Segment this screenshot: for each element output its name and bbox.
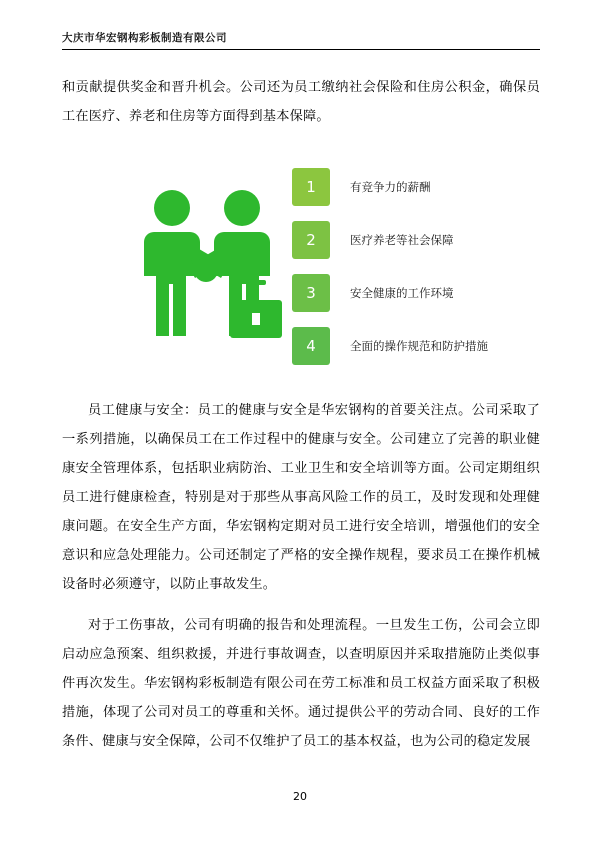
header-divider xyxy=(62,49,540,50)
page-footer xyxy=(0,790,600,803)
paragraph-spacer xyxy=(62,599,540,611)
benefits-infographic xyxy=(62,160,540,375)
item-label-3: 安全健康的工作环境 xyxy=(350,286,454,300)
list-item xyxy=(292,327,542,366)
handshake-illustration-icon xyxy=(130,180,310,355)
page-header xyxy=(62,30,540,50)
benefits-list xyxy=(292,168,542,380)
item-number-badge-4: 4 xyxy=(292,327,330,365)
item-number-badge-2: 2 xyxy=(292,221,330,259)
paragraph-top: 和贡献提供奖金和晋升机会。公司还为员工缴纳社会保险和住房公积金，确保员工在医疗、养老和住房等方面得到基本保障。 xyxy=(62,80,540,124)
item-label-1: 有竞争力的薪酬 xyxy=(350,180,431,194)
content-top xyxy=(62,73,540,131)
item-number-badge-3: 3 xyxy=(292,274,330,312)
content-bottom xyxy=(62,396,540,756)
item-label-2: 医疗养老等社会保障 xyxy=(350,233,454,247)
header-company-name: 大庆市华宏钢构彩板制造有限公司 xyxy=(62,32,227,44)
paragraph-safety: 员工健康与安全：员工的健康与安全是华宏钢构的首要关注点。公司采取了一系列措施，以确保员工在工作过程中的健康与安全。公司建立了完善的职业健康安全管理体系，包括职业病防治、工业卫生和安全培训等方面。公司定期组织员工进行健康检查，特别是对于那些从事高风险工作的员工，及时发现和处理健康问题。在安全生产方面，华宏钢构定期对员工进行安全培训，增强他们的安全意识和应急处理能力。公司还制定了严格的安全操作规程，要求员工在操作机械设备时必须遵守，以防止事故发生。 xyxy=(62,403,540,592)
list-item xyxy=(292,168,542,207)
list-item xyxy=(292,221,542,260)
paragraph-injury: 对于工伤事故，公司有明确的报告和处理流程。一旦发生工伤，公司会立即启动应急预案、组织救援，并进行事故调查，以查明原因并采取措施防止类似事件再次发生。华宏钢构彩板制造有限公司在劳工标准和员工权益方面采取了积极措施，体现了公司对员工的尊重和关怀。通过提供公平的劳动合同、良好的工作条件、健康与安全保障，公司不仅维护了员工的基本权益，也为公司的稳定发展 xyxy=(62,618,540,749)
item-label-4: 全面的操作规范和防护措施 xyxy=(350,339,488,353)
page-number: 20 xyxy=(293,790,307,803)
item-number-badge-1: 1 xyxy=(292,168,330,206)
list-item xyxy=(292,274,542,313)
